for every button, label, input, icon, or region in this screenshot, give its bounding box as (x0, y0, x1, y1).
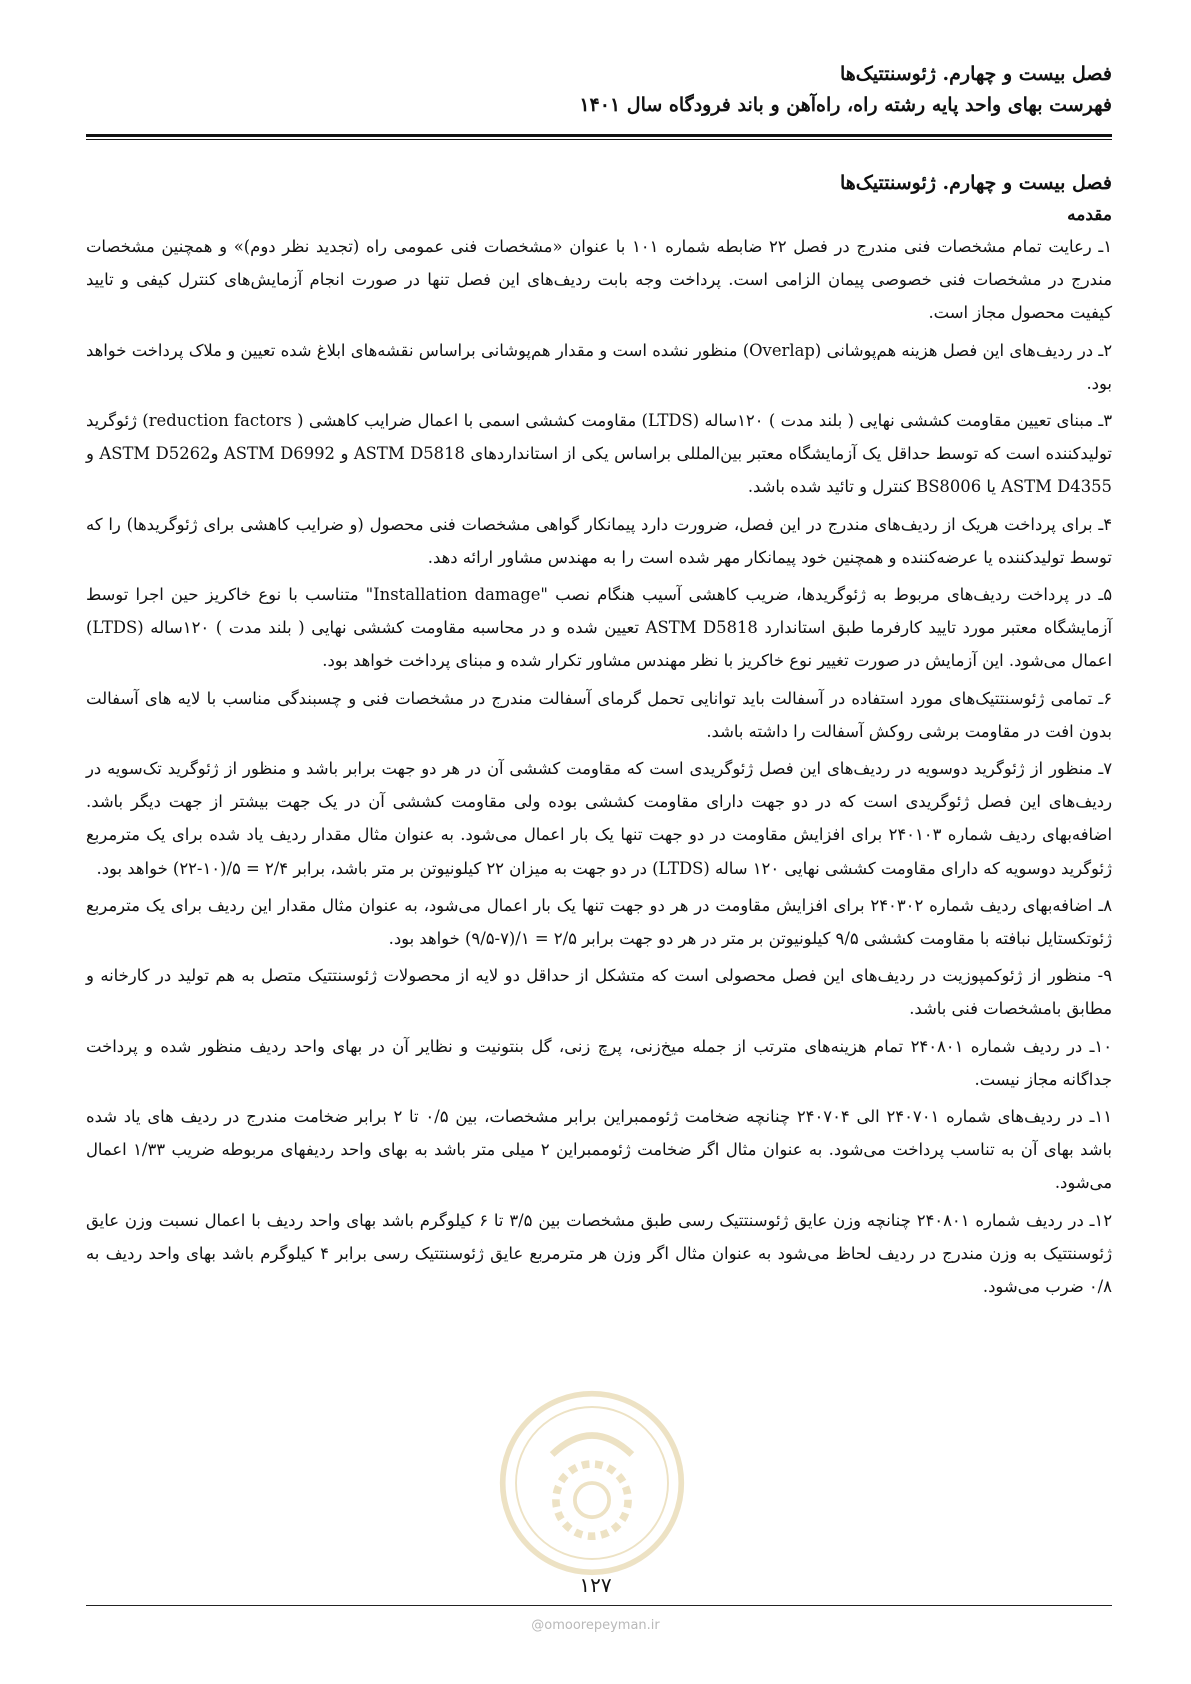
paragraph: ۱۰ـ در ردیف شماره ۲۴۰۸۰۱ تمام هزینه‌های مترتب از جمله میخ‌زنی، پرچ زنی، گل بنتونیت و نظایر آن در بهای واحد ردیف منظور شده و پرداخت جداگانه مجاز نیست. (86, 1036, 1112, 1089)
page-number: ۱۲۷ (579, 1573, 612, 1597)
footer-rule (86, 1605, 1112, 1606)
header-rule-thin (86, 139, 1112, 140)
paragraph: ۳ـ مبنای تعیین مقاومت کششی نهایی ( بلند مدت ) ۱۲۰ساله (LTDS) مقاومت کششی اسمی با اعمال ضرایب کاهشی ( reduction factors) ژئوگرید تولیدکننده است که توسط حداقل یک آزمایشگاه معتبر بین‌المللی براساس یکی از استانداردهای ASTM D5818 و ASTM D6992 وASTM D5262 و ASTM D4355 یا BS8006 کنترل و تائید شده باشد. (86, 411, 1112, 497)
header-rule-thick (86, 134, 1112, 137)
section-title: فصل بیست و چهارم. ژئوسنتتیک‌ها (839, 172, 1112, 194)
seal-stamp-icon (497, 1388, 687, 1578)
paragraph: ۷ـ منظور از ژئوگرید دوسویه در ردیف‌های این فصل ژئوگریدی است که مقاومت کششی آن در هر دو جهت برابر باشد و منظور از ژئوگرید تک‌سویه در ردیف‌های این فصل ژئوگریدی است که در دو جهت دارای مقاومت کششی بوده ولی مقاومت کششی آن در یک جهت بیشتر از جهت دیگر باشد. اضافه‌بهای ردیف شماره ۲۴۰۱۰۳ برای افزایش مقاومت در دو جهت تنها یک بار اعمال می‌شود. به عنوان مثال مقدار ردیف یاد شده برای یک مترمربع ژئوگرید دوسویه که دارای مقاومت کششی نهایی ۱۲۰ ساله (LTDS) در دو جهت به میزان ۲۲ کیلونیوتن بر متر باشد، برابر ۲/۴ = ۵/(۱۰-۲۲) خواهد بود. (86, 759, 1112, 878)
paragraph: ۶ـ تمامی ژئوسنتتیک‌های مورد استفاده در آسفالت باید توانایی تحمل گرمای آسفالت مندرج در مشخصات فنی و چسبندگی مناسب با لایه های آسفالت بدون افت در مقاومت برشی روکش آسفالت را داشته باشد. (86, 688, 1112, 741)
header-chapter-title: فصل بیست و چهارم. ژئوسنتتیک‌ها (839, 63, 1112, 85)
header-catalog-title: فهرست بهای واحد پایه رشته راه، راه‌آهن و باند فرودگاه سال ۱۴۰۱ (579, 94, 1112, 116)
paragraph: ۱۱ـ در ردیف‌های شماره ۲۴۰۷۰۱ الی ۲۴۰۷۰۴ چنانچه ضخامت ژئوممبراین برابر مشخصات، بین ۰/۵ تا ۲ برابر ضخامت مندرج در ردیف های یاد شده باشد بهای آن به تناسب پرداخت می‌شود. به عنوان مثال اگر ضخامت ژئوممبراین ۲ میلی متر باشد به بهای واحد ردیفهای مربوطه ضریب ۱/۳۳ اعمال می‌شود. (86, 1107, 1113, 1193)
paragraph: ۲ـ در ردیف‌های این فصل هزینه هم‌پوشانی (Overlap) منظور نشده است و مقدار هم‌پوشانی براساس نقشه‌های ابلاغ شده تعیین و ملاک پرداخت خواهد بود. (86, 340, 1112, 393)
paragraph: ۴ـ برای پرداخت هریک از ردیف‌های مندرج در این فصل، ضرورت دارد پیمانکار گواهی مشخصات فنی محصول (و ضرایب کاهشی برای ژئوگریدها) را که توسط تولیدکننده یا عرضه‌کننده و همچنین خود پیمانکار مهر شده است را به مهندس مشاور ارائه دهد. (86, 514, 1112, 567)
section-intro-heading: مقدمه (1067, 205, 1112, 225)
page-header (86, 60, 1112, 122)
paragraph: ۱ـ رعایت تمام مشخصات فنی مندرج در فصل ۲۲ ضابطه شماره ۱۰۱ با عنوان «مشخصات فنی عمومی راه (تجدید نظر دوم)» و همچنین مشخصات مندرج در مشخصات فنی خصوصی پیمان الزامی است. پرداخت وجه بابت ردیف‌های این فصل تنها در صورت انجام آزمایش‌های کنترل کیفی و تایید کیفیت محصول مجاز است. (86, 237, 1112, 323)
paragraph: ۱۲ـ در ردیف شماره ۲۴۰۸۰۱ چنانچه وزن عایق ژئوسنتتیک رسی طبق مشخصات بین ۳/۵ تا ۶ کیلوگرم باشد بهای واحد ردیف با اعمال نسبت وزن عایق ژئوسنتتیک به وزن مندرج در ردیف لحاظ می‌شود به عنوان مثال اگر وزن هر مترمربع عایق ژئوسنتتیک رسی برابر ۴ کیلوگرم باشد بهای واحد ردیف به ۰/۸ ضرب می‌شود. (86, 1210, 1112, 1297)
watermark-url: @omoorepeyman.ir (531, 1618, 660, 1633)
paragraph: ۵ـ در پرداخت ردیف‌های مربوط به ژئوگریدها، ضریب کاهشی آسیب هنگام نصب "Installation damage" متناسب با نوع خاکریز حین اجرا توسط آزمایشگاه معتبر مورد تایید کارفرما طبق استاندارد ASTM D5818 تعیین شده و در محاسبه مقاومت کششی نهایی ( بلند مدت ) ۱۲۰ساله (LTDS) اعمال می‌شود. این آزمایش در صورت تغییر نوع خاکریز با نظر مهندس مشاور تکرار شده و مبنای پرداخت خواهد بود. (86, 585, 1112, 671)
page-body (86, 166, 1112, 1307)
paragraph: ۹- منظور از ژئوکمپوزیت در ردیف‌های این فصل محصولی است که متشکل از حداقل دو لایه از محصولات ژئوسنتتیک متصل به هم تولید در کارخانه و مطابق بامشخصات فنی باشد. (86, 966, 1112, 1019)
paragraph: ۸ـ اضافه‌بهای ردیف شماره ۲۴۰۳۰۲ برای افزایش مقاومت در هر دو جهت تنها یک بار اعمال می‌شود، به عنوان مثال مقدار این ردیف برای یک مترمربع ژئوتکستایل نبافته با مقاومت کششی ۹/۵ کیلونیوتن بر متر در هر دو جهت برابر ۲/۵ = ۱/(۷-۹/۵) خواهد بود. (86, 895, 1112, 949)
